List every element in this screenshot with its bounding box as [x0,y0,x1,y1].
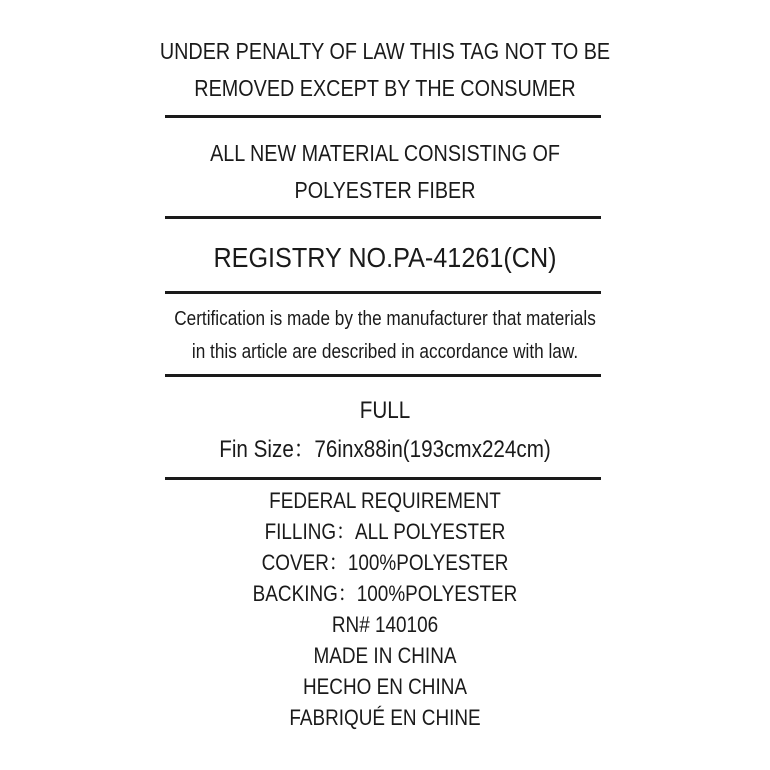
size-name: FULL [359,397,411,424]
filling-content: FILLING：ALL POLYESTER [264,519,506,544]
divider [165,216,601,219]
fin-size: Fin Size：76inx88in(193cmx224cm) [219,436,551,463]
backing-content: BACKING：100%POLYESTER [252,581,518,606]
penalty-line-1: UNDER PENALTY OF LAW THIS TAG NOT TO BE [159,38,611,64]
rn-number: RN# 140106 [331,612,439,637]
registry-number: REGISTRY NO.PA-41261(CN) [213,242,557,273]
divider [165,291,601,294]
made-in-spanish: HECHO EN CHINA [303,674,467,699]
certification-line-2: in this article are described in accordance with law. [191,341,579,363]
divider [165,374,601,377]
cover-content: COVER：100%POLYESTER [261,550,509,575]
divider [165,115,601,118]
material-line-1: ALL NEW MATERIAL CONSISTING OF [210,140,560,166]
federal-heading: FEDERAL REQUIREMENT [269,488,501,513]
penalty-line-2: REMOVED EXCEPT BY THE CONSUMER [194,75,576,101]
made-in-english: MADE IN CHINA [313,643,457,668]
certification-line-1: Certification is made by the manufacturer that materials [174,308,596,330]
material-line-2: POLYESTER FIBER [294,177,476,203]
made-in-french: FABRIQUÉ EN CHINE [289,705,481,730]
divider [165,477,601,480]
